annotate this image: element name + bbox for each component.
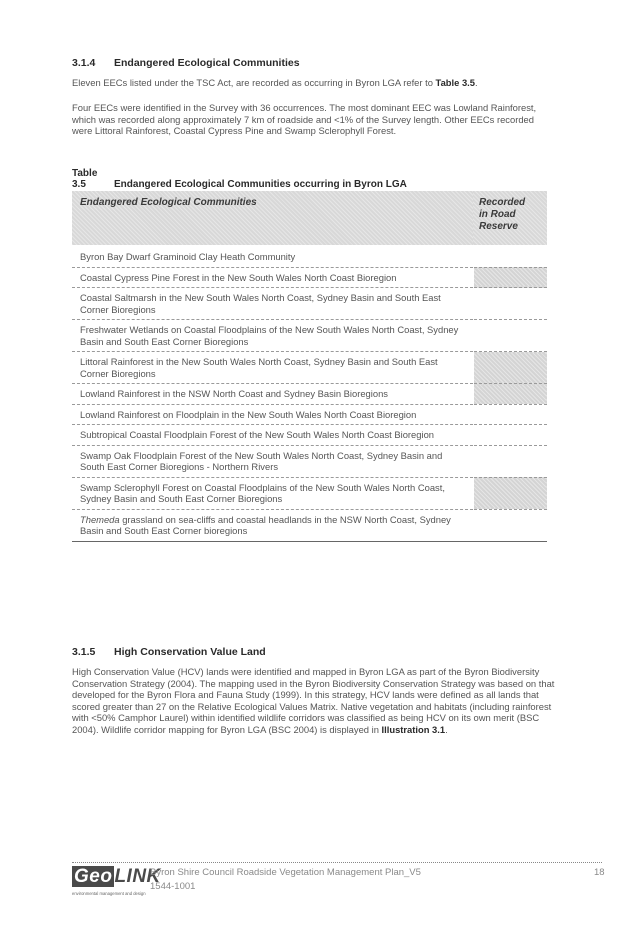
community-name-italic: Themeda (80, 513, 120, 525)
table-row (72, 445, 547, 477)
community-name: Littoral Rainforest in the New South Wales North Coast, Sydney Basin and South East Corner Bioregions (80, 356, 438, 379)
column-header-communities: Endangered Ecological Communities (72, 191, 473, 246)
footer-divider (72, 862, 602, 863)
column-header-recorded-line: Reserve (479, 221, 518, 232)
section-number: 3.1.4 (72, 57, 96, 69)
table-row (72, 267, 547, 288)
table-row (72, 509, 547, 541)
recorded-empty-cell (473, 246, 547, 267)
recorded-empty-cell (473, 509, 547, 541)
recorded-indicator-cell (473, 352, 547, 384)
community-name: Swamp Sclerophyll Forest on Coastal Floodplains of the New South Wales North Coast, Sydney Basin and South East Corner Bioregions (80, 481, 445, 504)
logo-tagline: environmental management and design (72, 891, 146, 896)
community-name-cell (72, 246, 473, 267)
geolink-logo (72, 866, 161, 906)
section-title: High Conservation Value Land (114, 646, 266, 658)
paragraph-end: . (474, 77, 478, 88)
section-title: Endangered Ecological Communities (114, 57, 300, 69)
table-header-row (72, 191, 547, 246)
recorded-indicator-cell (473, 267, 547, 288)
table-reference: Table 3.5 (435, 77, 475, 88)
recorded-empty-cell (473, 425, 547, 446)
paragraph-text: Eleven EECs listed under the TSC Act, are recorded as occurring in Byron LGA refer to (72, 77, 436, 88)
table-row (72, 384, 547, 405)
page-number: 18 (594, 867, 605, 878)
logo-geo: Geo (74, 866, 113, 887)
community-name: Subtropical Coastal Floodplain Forest of the New South Wales North Coast Bioregion (80, 429, 434, 440)
recorded-indicator-cell (473, 477, 547, 509)
logo-link: LINK (114, 866, 161, 887)
community-name: Swamp Oak Floodplain Forest of the New South Wales North Coast, Sydney Basin and South East Corner Bioregions - Northern Rivers (80, 449, 443, 472)
column-header-recorded-line: in Road (479, 209, 516, 220)
eec-table (72, 191, 547, 542)
table-row (72, 320, 547, 352)
community-name: grassland on sea-cliffs and coastal headlands in the NSW North Coast, Sydney Basin and South East Corner bioregions (80, 513, 451, 536)
eec-survey-paragraph: Four EECs were identified in the Survey with 36 occurrences. The most dominant EEC was Lowland Rainforest, which was recorded along approximately 7 km of roadside and <1% of the Survey length. Other EECs recorded were Littoral Rainforest, Coastal Cypress Pine and Swamp Sclerophyll Forest. (72, 102, 537, 137)
community-name-cell (72, 352, 473, 384)
table-row (72, 425, 547, 446)
paragraph-end: . (445, 723, 448, 735)
community-name: Coastal Saltmarsh in the New South Wales North Coast, Sydney Basin and South East Corner Bioregions (80, 292, 441, 315)
table-row (72, 477, 547, 509)
section-number: 3.1.5 (72, 646, 96, 658)
column-header-recorded-line: Recorded (479, 197, 526, 208)
paragraph-text: High Conservation Value (HCV) lands were identified and mapped in Byron LGA as part of the Byron Biodiversity Conservation Strategy (2004). The mapping used in the Byron Biodiversity Conservation Strategy was based on that developed for the Byron Flora and Fauna Study (1999). In this strategy, HCV lands were defined as all lands that scored greater than 27 on the Relative Ecological Values Matrix. Native vegetation and habitats (including rainforest with <50% Camphor Laurel) within identified wildlife corridors was classified as being HCV on its own merit (BSC 2004). Wildlife corridor mapping for Byron LGA (BSC 2004) is displayed in (72, 666, 555, 735)
column-header-recorded (473, 191, 547, 246)
recorded-empty-cell (473, 445, 547, 477)
community-name: Lowland Rainforest on Floodplain in the New South Wales North Coast Bioregion (80, 408, 417, 420)
community-name: Lowland Rainforest in the NSW North Coast and Sydney Basin Bioregions (80, 388, 388, 399)
community-name-cell (72, 320, 473, 352)
section-heading-eec (72, 57, 300, 69)
footer-document-title: Byron Shire Council Roadside Vegetation Management Plan_V5 (150, 867, 421, 878)
table-row (72, 352, 547, 384)
recorded-empty-cell (473, 288, 547, 320)
recorded-empty-cell (473, 320, 547, 352)
community-name-cell (72, 267, 473, 288)
illustration-reference: Illustration 3.1 (381, 723, 446, 735)
community-name-cell (72, 404, 473, 425)
logo-wordmark (72, 866, 161, 888)
community-name-cell (72, 425, 473, 446)
community-name-cell (72, 477, 473, 509)
recorded-empty-cell (473, 404, 547, 425)
community-name: Freshwater Wetlands on Coastal Floodplains of the New South Wales North Coast, Sydney Basin and South East Corner Bioregions (80, 324, 459, 347)
eec-intro-paragraph (72, 77, 556, 89)
table-row (72, 246, 547, 267)
recorded-indicator-cell (473, 384, 547, 405)
table-row (72, 404, 547, 425)
community-name: Coastal Cypress Pine Forest in the New South Wales North Coast Bioregion (80, 271, 397, 283)
community-name-cell (72, 509, 473, 541)
footer-document-number: 1544-1001 (150, 881, 196, 892)
community-name: Byron Bay Dwarf Graminoid Clay Heath Community (80, 251, 296, 262)
hcv-paragraph (72, 666, 556, 736)
section-heading-hcv (72, 646, 266, 658)
table-caption-title: Endangered Ecological Communities occurring in Byron LGA (114, 179, 407, 190)
community-name-cell (72, 288, 473, 320)
table-row (72, 288, 547, 320)
community-name-cell (72, 445, 473, 477)
table-caption (72, 168, 407, 190)
table-caption-number: Table 3.5 (72, 168, 98, 190)
community-name-cell (72, 384, 473, 405)
table-body (72, 246, 547, 541)
